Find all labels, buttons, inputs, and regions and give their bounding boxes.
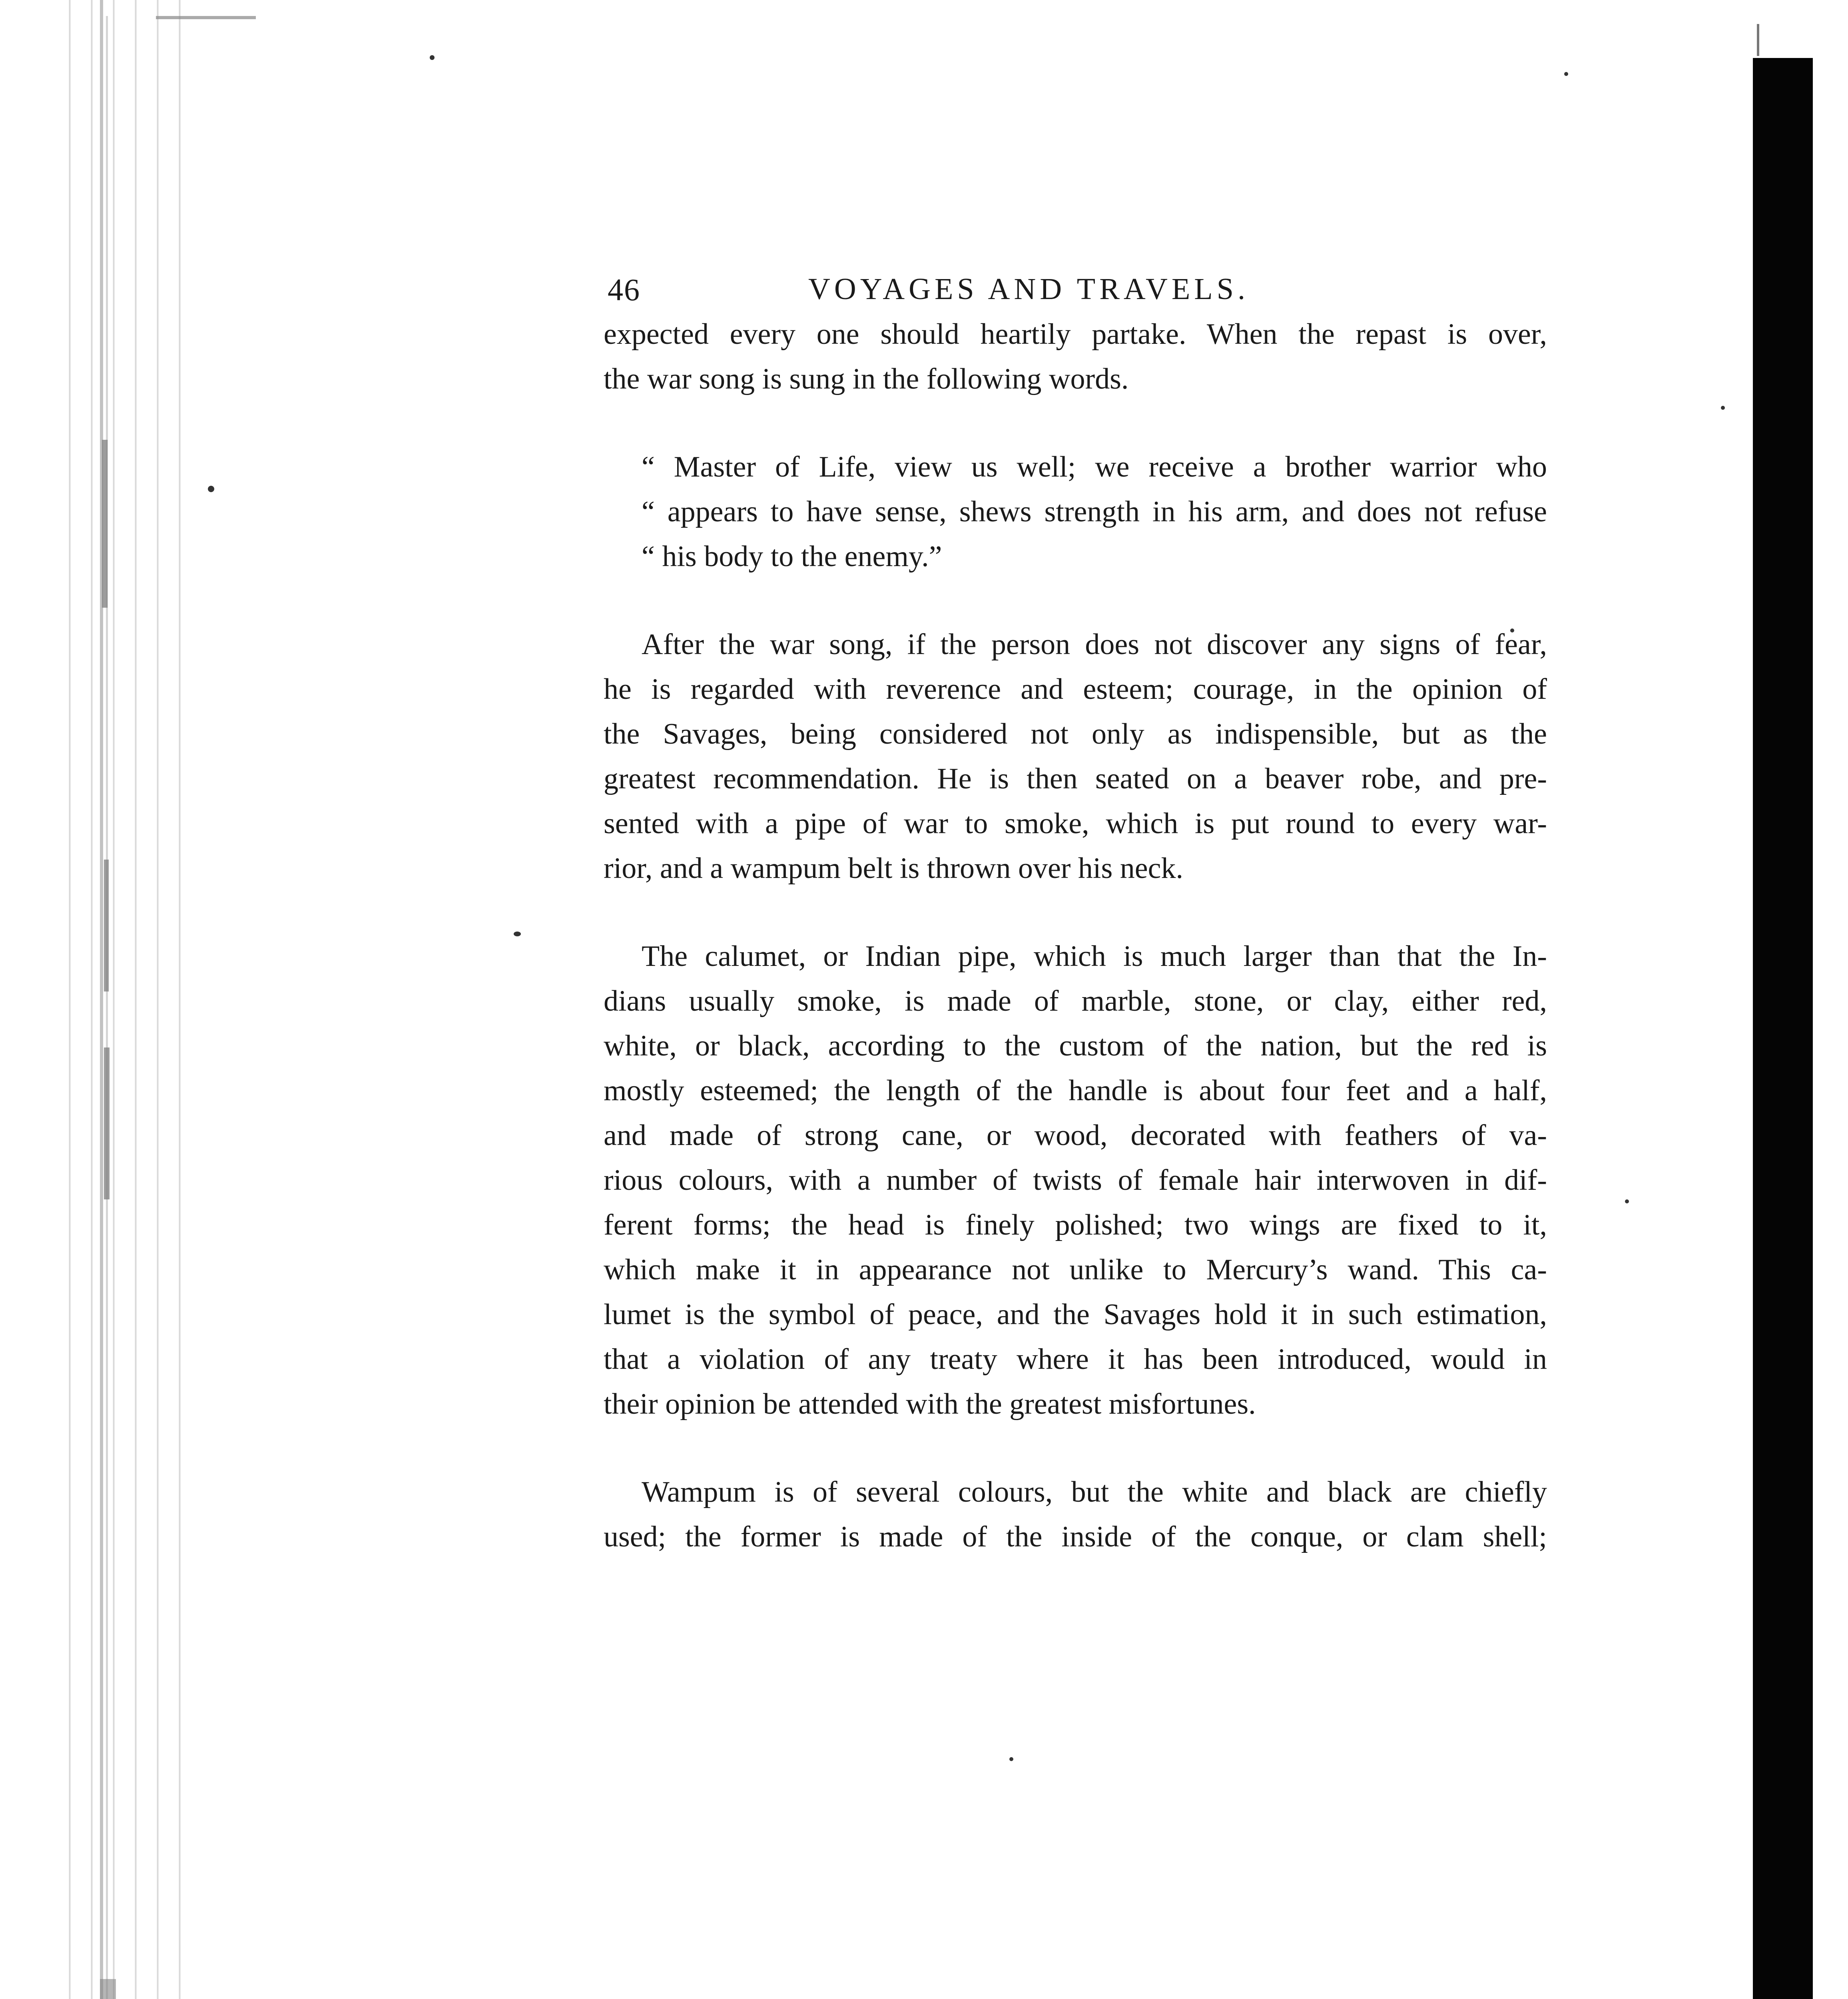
text-line: expected every one should heartily partake. When the repast is over, <box>604 318 1547 351</box>
text-line: rior, and a wampum belt is thrown over his neck. <box>604 852 1183 885</box>
text-line: sented with a pipe of war to smoke, which is put round to every war- <box>604 807 1547 840</box>
scan-speck <box>1009 1757 1013 1761</box>
text-line: their opinion be attended with the greatest misfortunes. <box>604 1388 1256 1420</box>
text-line: he is regarded with reverence and esteem; courage, in the opinion of <box>604 673 1547 706</box>
text-line: “ appears to have sense, shews strength in his arm, and does not refuse <box>642 495 1547 528</box>
scan-speck <box>1625 1199 1629 1203</box>
text-line: lumet is the symbol of peace, and the Savages hold it in such estimation, <box>604 1298 1547 1331</box>
war-song-quote <box>604 445 1547 579</box>
running-head <box>604 264 1547 312</box>
scan-dark-margin <box>1753 58 1813 1999</box>
text-line: greatest recommendation. He is then seated on a beaver robe, and pre- <box>604 762 1547 795</box>
text-line: Wampum is of several colours, but the white and black are chiefly <box>642 1476 1547 1508</box>
scan-binding-edge <box>60 0 196 1999</box>
scan-speck <box>514 932 521 936</box>
text-line: that a violation of any treaty where it has been introduced, would in <box>604 1343 1547 1376</box>
scan-margin-line <box>1757 24 1759 56</box>
text-line: the war song is sung in the following words. <box>604 363 1129 395</box>
text-line: the Savages, being considered not only as indispensible, but as the <box>604 718 1547 750</box>
text-line: rious colours, with a number of twists of female hair interwoven in dif- <box>604 1164 1547 1197</box>
text-line: After the war song, if the person does not discover any signs of fear, <box>642 628 1547 661</box>
text-line: ferent forms; the head is finely polished; two wings are fixed to it, <box>604 1209 1547 1241</box>
paragraph <box>604 1470 1547 1559</box>
running-title: VOYAGES AND TRAVELS. <box>808 272 1249 306</box>
text-line: “ Master of Life, view us well; we receive a brother warrior who <box>642 451 1547 483</box>
text-line: which make it in appearance not unlike to Mercury’s wand. This ca- <box>604 1253 1547 1286</box>
text-line: and made of strong cane, or wood, decorated with feathers of va- <box>604 1119 1547 1152</box>
text-line: white, or black, according to the custom of the nation, but the red is <box>604 1029 1547 1062</box>
text-line: “ his body to the enemy.” <box>642 540 942 573</box>
page-number: 46 <box>608 272 640 307</box>
paragraph <box>604 622 1547 891</box>
paragraph <box>604 312 1547 401</box>
scan-speck <box>1721 406 1725 410</box>
scan-speck <box>208 486 214 492</box>
paragraph <box>604 934 1547 1426</box>
scan-speck <box>1564 72 1568 76</box>
scan-speck <box>430 55 435 60</box>
text-line: mostly esteemed; the length of the handle is about four feet and a half, <box>604 1074 1547 1107</box>
book-page <box>604 264 1547 1559</box>
text-line: The calumet, or Indian pipe, which is much larger than that the In- <box>642 940 1547 973</box>
text-line: used; the former is made of the inside of the conque, or clam shell; <box>604 1520 1547 1553</box>
text-line: dians usually smoke, is made of marble, stone, or clay, either red, <box>604 985 1547 1017</box>
